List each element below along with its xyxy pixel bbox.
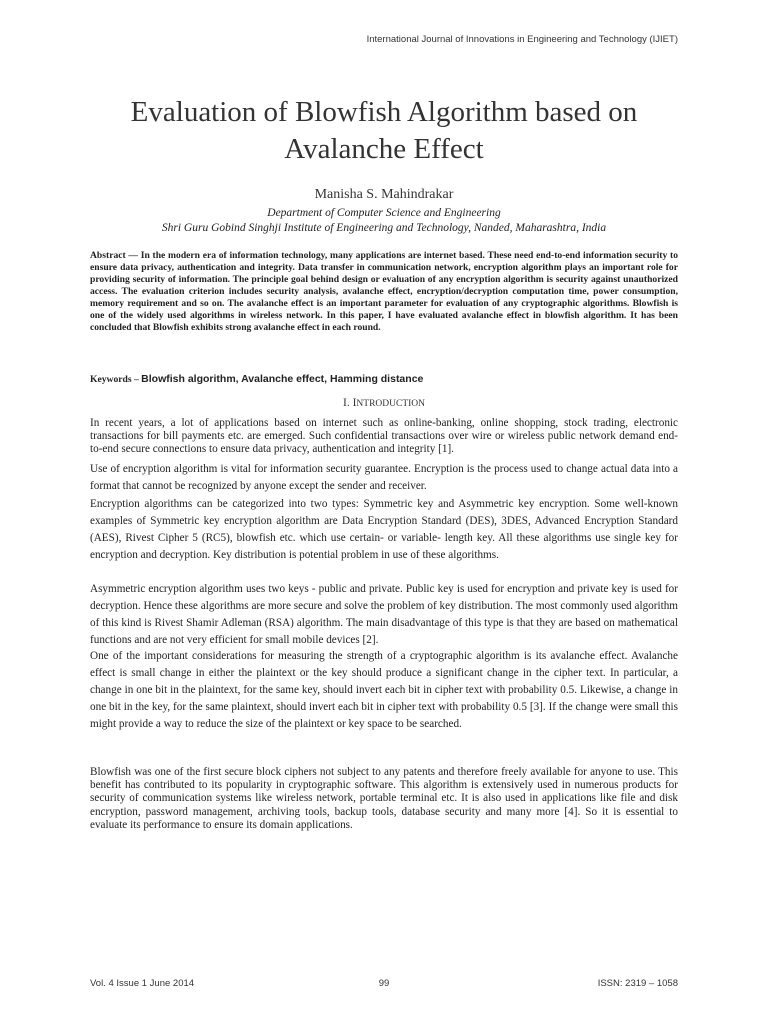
body-paragraph: One of the important considerations for measuring the strength of a cryptographic algorithm is its avalanche effect. Avalanche effect is small change in either the plaintext or the key should produce a significant change in the cipher text. In particular, a change in one bit in the plaintext, for the same key, should invert each bit in cipher text with probability 0.5. Likewise, a change in one bit in the key, for the same plaintext, should invert each bit in cipher text with probability 0.5 [3]. If the change were small this might provide a way to reduce the size of the plaintext or key space to be searched. [90,650,678,730]
footer-volume: Vol. 4 Issue 1 June 2014 [90,978,195,989]
footer-page-number: 99 [378,978,390,989]
author-name: Manisha S. Mahindrakar [314,187,454,202]
title-line-1: Evaluation of Blowfish Algorithm based on [130,96,638,128]
body-paragraph: In recent years, a lot of applications based on internet such as online-banking, online shopping, stock trading, electronic transactions for bill payments etc. are emerged. Such confidential transactions over wire or wireless public network demand end-to-end secure connections to ensure data privacy, authentication and integrity [1]. [90,417,678,456]
abstract: Abstract — In the modern era of information technology, many applications are internet based. These need end-to-end information security to ensure data privacy, authentication and integrity. Data transfer in communication network, encryption algorithm plays an important role for providing security of information. The principle goal behind design or evaluation of any encryption algorithm is security against unauthorized access. The evaluation criterion includes security analysis, avalanche effect, encryption/decryption computation time, power consumption, memory requirement and so on. The avalanche effect is an important parameter for evaluation of any cryptographic algorithms. Blowfish is one of the widely used algorithms in wireless network. In this paper, I have evaluated avalanche effect in blowfish algorithm. It has been concluded that Blowfish exhibits strong avalanche effect in each round. [90,250,678,334]
footer-issn: ISSN: 2319 – 1058 [597,978,678,989]
affiliation-department: Department of Computer Science and Engineering [267,207,501,219]
paper-title [60,94,708,168]
body-paragraph: Use of encryption algorithm is vital for information security guarantee. Encryption is the process used to change actual data into a format that cannot be recognized by anyone except the sender and receiver. [90,463,678,492]
body-paragraph: Blowfish was one of the first secure block ciphers not subject to any patents and therefore freely available for anyone to use. This benefit has contributed to its popularity in cryptographic software. This algorithm is extensively used in numerous products for security of communication systems like wireless network, portable terminal etc. It is also used in applications like file and disk encryption, password management, archiving tools, backup tools, database security and many more [4]. So it is essential to evaluate its performance to ensure its domain applications. [90,766,678,831]
body-paragraph: Asymmetric encryption algorithm uses two keys - public and private. Public key is used for encryption and private key is used for decryption. Hence these algorithms are more secure and solve the problem of key distribution. The most commonly used algorithm of this kind is Rivest Shamir Adleman (RSA) algorithm. The main disadvantage of this type is that they are based on mathematical functions and are not very efficient for small mobile devices [2]. [90,583,678,646]
section-heading-introduction [0,397,768,409]
affiliation-institute: Shri Guru Gobind Singhji Institute of Engineering and Technology, Nanded, Maharashtra, India [161,222,607,234]
keywords-label: Keywords – [90,374,142,385]
journal-running-head: International Journal of Innovations in Engineering and Technology (IJIET) [366,34,678,45]
section-title: NTRODUCTION [356,399,426,409]
keywords-values: Blowfish algorithm, Avalanche effect, Hamming distance [141,373,424,385]
body-paragraph: Encryption algorithms can be categorized into two types: Symmetric key and Asymmetric key encryption. Some well-known examples of Symmetric key encryption algorithm are Data Encryption Standard (DES), 3DES, Advanced Encryption Standard (AES), Rivest Cipher 5 (RC5), blowfish etc. which use certain- or variable- length key. All these algorithms use single key for encryption and decryption. Key distribution is potential problem in use of these algorithms. [90,498,678,561]
keywords [90,373,678,385]
section-number: I. I [342,397,357,409]
title-line-2: Avalanche Effect [284,133,484,165]
